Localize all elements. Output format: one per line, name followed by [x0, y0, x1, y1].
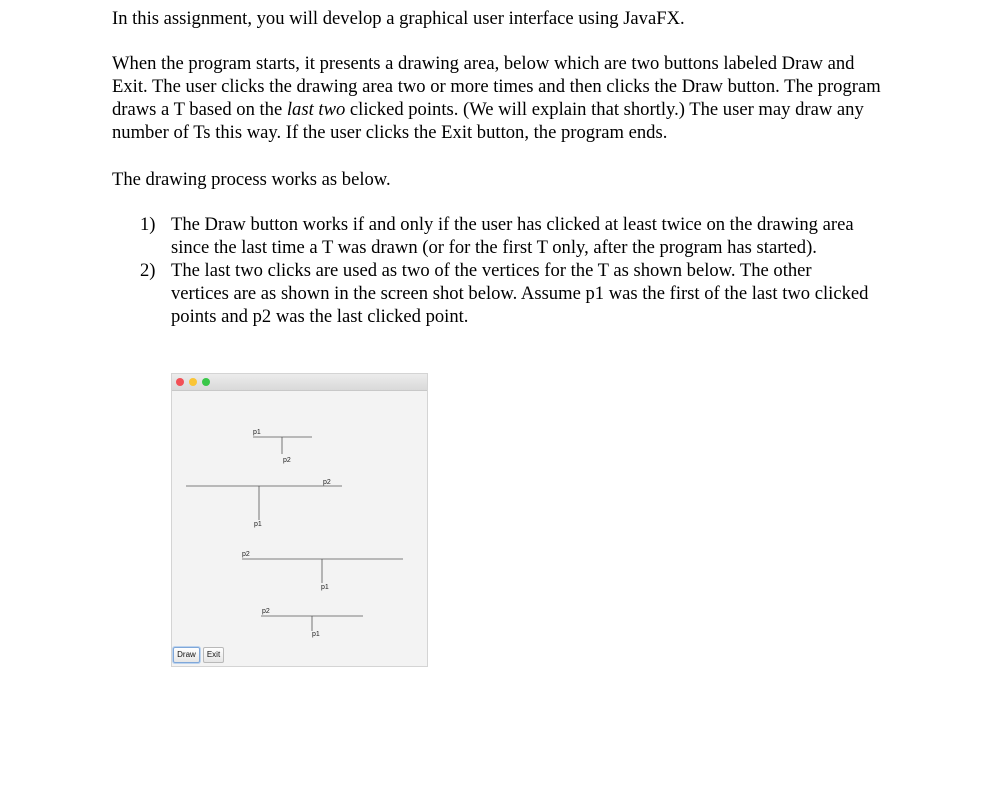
- example-window-screenshot: [171, 373, 428, 667]
- t2-p1-label: p1: [254, 521, 262, 528]
- steps-list: [112, 213, 872, 328]
- description-part-1: When the program starts, it presents a drawing area, below which are two buttons labeled Draw and Exit. The user clicks the drawing area two or more times and then clicks the Draw button. The program draws a T based on the: [112, 53, 881, 120]
- t3-p2-label: p2: [242, 551, 250, 558]
- t1-p2-label: p2: [283, 457, 291, 464]
- intro-paragraph: In this assignment, you will develop a graphical user interface using JavaFX.: [112, 8, 685, 29]
- t2-p2-label: p2: [323, 479, 331, 486]
- draw-button[interactable]: Draw: [173, 647, 200, 663]
- close-icon[interactable]: [176, 378, 184, 386]
- t1-p1-label: p1: [253, 429, 261, 436]
- step-text: The last two clicks are used as two of the vertices for the T as shown below. The other vertices are as shown in the screen shot below. Assume p1 was the first of the last two clicked points and p2 was the last clicked point.: [171, 260, 869, 327]
- window-titlebar: [172, 374, 427, 391]
- step-text: The Draw button works if and only if the user has clicked at least twice on the drawing area since the last time a T was drawn (or for the first T only, after the program has started).: [171, 214, 854, 258]
- t4-p1-label: p1: [312, 631, 320, 638]
- t4-p2-label: p2: [262, 608, 270, 615]
- description-part-2: clicked points. (We will explain that shortly.) The user may draw any number of Ts this way. If the user clicks the Exit button, the program ends.: [112, 99, 864, 143]
- t3-p1-label: p1: [321, 584, 329, 591]
- description-emphasis: last two: [286, 99, 346, 120]
- drawing-area[interactable]: [172, 390, 427, 652]
- description-paragraph: [112, 52, 892, 144]
- step-number: 1): [140, 214, 156, 235]
- step-item: [112, 213, 872, 259]
- process-intro: The drawing process works as below.: [112, 169, 391, 190]
- exit-button[interactable]: Exit: [203, 647, 224, 663]
- minimize-icon[interactable]: [189, 378, 197, 386]
- step-item: [112, 259, 872, 328]
- step-number: 2): [140, 260, 156, 281]
- zoom-icon[interactable]: [202, 378, 210, 386]
